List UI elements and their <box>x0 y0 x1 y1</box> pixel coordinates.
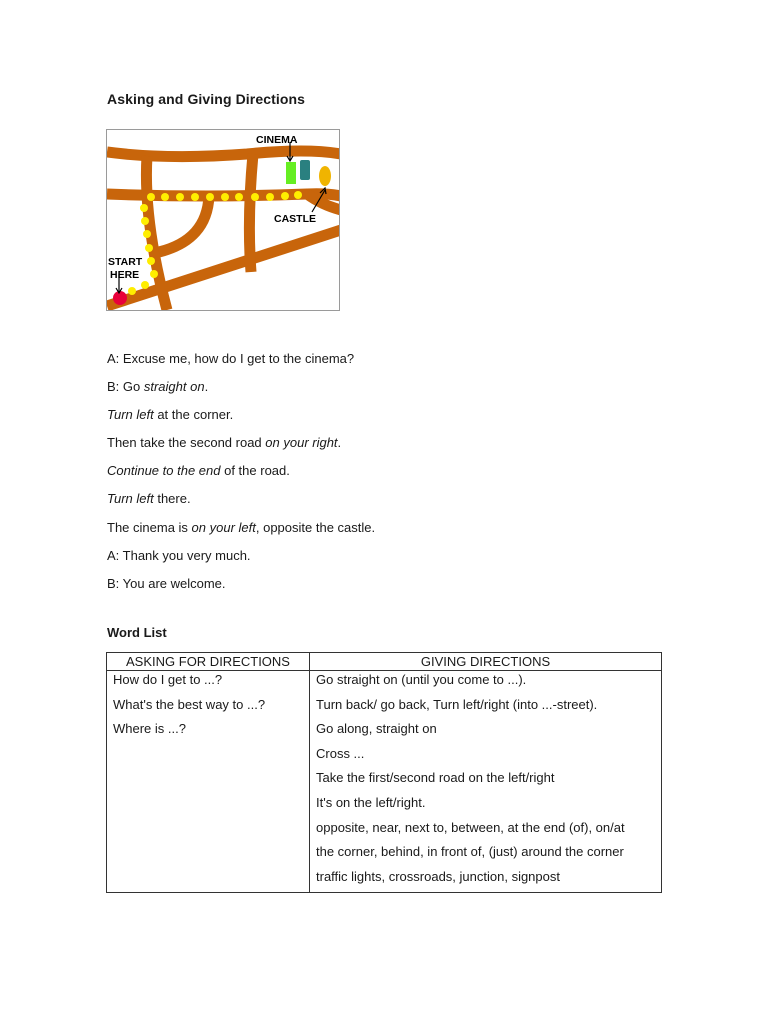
dialog-text: , opposite the castle. <box>255 519 376 535</box>
dialog-text: B: Go <box>107 379 144 395</box>
asking-phrase: What's the best way to ...? <box>113 696 266 712</box>
dialog-text: . <box>337 435 342 451</box>
dialog-text: A: Excuse me, how do I get to the cinema? <box>107 351 355 366</box>
giving-phrase: Go along, straight on <box>316 721 437 737</box>
route-dot <box>294 191 302 199</box>
dialog-line <box>107 570 707 598</box>
giving-phrase: Turn back/ go back, Turn left/right (into ...-street). <box>316 696 598 712</box>
dialog-emphasis: Continue to the end <box>107 463 221 479</box>
dialog-line <box>107 345 707 373</box>
dialog-line <box>107 542 707 570</box>
castle-building <box>319 166 331 186</box>
cinema-building <box>286 162 296 184</box>
table-row <box>107 671 662 893</box>
giving-phrase: Go straight on (until you come to ...). <box>316 672 527 687</box>
building-marker <box>300 160 310 180</box>
route-dot <box>145 244 153 252</box>
dialog-text: A: Thank you very much. <box>107 547 251 563</box>
dialog-text: there. <box>153 491 191 507</box>
route-dot <box>150 270 158 278</box>
route-dot <box>147 257 155 265</box>
header-asking: ASKING FOR DIRECTIONS <box>107 653 310 671</box>
giving-cell <box>310 671 662 893</box>
route-dot <box>251 193 259 201</box>
directions-map <box>106 129 340 311</box>
dialog-line <box>107 514 707 542</box>
route-dot <box>161 193 169 201</box>
giving-phrase: Take the first/second road on the left/right <box>316 770 555 786</box>
route-dot <box>266 193 274 201</box>
dialog-line <box>107 485 707 513</box>
dialog-emphasis: on your right <box>265 435 338 451</box>
dialog-line <box>107 457 707 485</box>
start-marker <box>113 291 127 305</box>
map-label-cinema: CINEMA <box>256 134 298 146</box>
route-dot <box>206 193 214 201</box>
dialog-emphasis: on your left <box>191 519 256 535</box>
asking-phrase: Where is ...? <box>113 721 186 737</box>
giving-phrase: the corner, behind, in front of, (just) around the corner <box>316 844 624 860</box>
giving-phrase: traffic lights, crossroads, junction, signpost <box>316 868 560 884</box>
route-dot <box>141 217 149 225</box>
asking-phrase: How do I get to ...? <box>113 672 223 687</box>
word-list-table <box>106 652 662 893</box>
dialog <box>107 345 707 598</box>
dialog-emphasis: straight on <box>143 379 205 395</box>
dialog-emphasis: Turn left <box>107 491 154 507</box>
table-header-row <box>107 653 662 671</box>
route-dot <box>128 287 136 295</box>
dialog-text: B: You are welcome. <box>107 575 226 591</box>
route-dot <box>147 193 155 201</box>
map-label-castle: CASTLE <box>274 213 316 225</box>
word-list-title: Word List <box>107 625 167 640</box>
map-label-here: HERE <box>110 269 140 281</box>
page-title: Asking and Giving Directions <box>107 91 306 107</box>
map-label-start: START <box>108 256 143 268</box>
route-dot <box>176 193 184 201</box>
route-dot <box>235 193 243 201</box>
dialog-line <box>107 373 707 401</box>
dialog-text: Then take the second road <box>107 435 266 451</box>
dialog-text: . <box>204 379 209 395</box>
header-giving: GIVING DIRECTIONS <box>310 653 662 671</box>
route-dot <box>141 281 149 289</box>
dialog-text: at the corner. <box>153 407 234 423</box>
dialog-line <box>107 429 707 457</box>
giving-phrase: Cross ... <box>316 745 365 761</box>
route-dot <box>191 193 199 201</box>
road-diagonal <box>107 230 339 306</box>
giving-phrase: opposite, near, next to, between, at the end (of), on/at <box>316 819 625 835</box>
route-dot <box>143 230 151 238</box>
dialog-text: of the road. <box>220 463 290 479</box>
route-dot <box>221 193 229 201</box>
road-curve <box>159 196 209 252</box>
road-right-vertical <box>249 154 253 272</box>
dialog-line <box>107 401 707 429</box>
route-dot <box>281 192 289 200</box>
asking-cell <box>107 671 310 893</box>
route-dot <box>140 204 148 212</box>
giving-phrase: It's on the left/right. <box>316 794 426 810</box>
dialog-emphasis: Turn left <box>107 407 154 423</box>
map-illustration <box>107 130 339 310</box>
dialog-text: The cinema is <box>107 519 192 535</box>
